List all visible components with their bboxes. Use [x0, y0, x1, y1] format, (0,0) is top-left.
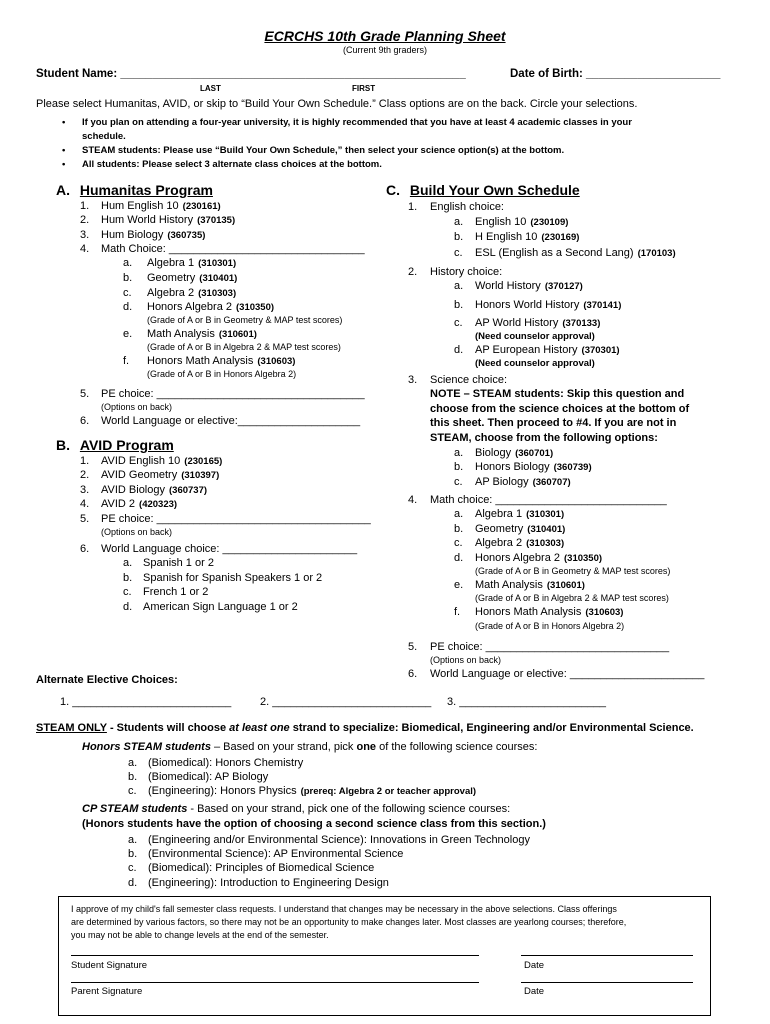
honors-steam-marker: a. — [128, 757, 138, 769]
byo-english-option-text: English 10 — [475, 216, 527, 228]
humanitas-item[interactable] — [101, 229, 205, 241]
byo-history-option[interactable] — [475, 280, 583, 292]
humanitas-math-note: (Grade of A or B in Algebra 2 & MAP test scores) — [147, 342, 341, 352]
byo-history-option-code: (370133) — [562, 318, 601, 329]
avid-language-option-marker: b. — [123, 572, 133, 584]
humanitas-math-option-marker: b. — [123, 272, 133, 284]
cp-steam-marker: a. — [128, 834, 138, 846]
humanitas-math-option[interactable] — [147, 328, 257, 340]
byo-math-option-marker: c. — [454, 537, 463, 549]
date-of-birth-field[interactable]: Date of Birth: _____________________ — [510, 68, 721, 80]
bullet-alternates: All students: Please select 3 alternate class choices at the bottom. — [82, 159, 382, 170]
humanitas-item-text: Math Choice: ________________________________ — [101, 243, 365, 255]
avid-pe-note: (Options on back) — [101, 527, 173, 537]
byo-history-option-code: (370141) — [583, 300, 622, 311]
humanitas-pe-choice[interactable]: PE choice: __________________________________ — [101, 388, 365, 400]
avid-language-option[interactable] — [143, 601, 298, 613]
byo-wl-number: 6. — [408, 668, 418, 680]
bullet-steam: STEAM students: Please use “Build Your Own Schedule,” then select your science option(s) at the bottom. — [82, 145, 565, 156]
byo-english-option-text: H English 10 — [475, 231, 538, 243]
byo-science-note: NOTE – STEAM students: Skip this question and — [430, 388, 685, 400]
humanitas-item-marker: 1. — [80, 200, 90, 212]
alternate-choice-1[interactable]: 1. __________________________ — [60, 696, 232, 708]
humanitas-item-code: (230161) — [182, 201, 221, 212]
byo-math-option-text: Honors Algebra 2 — [475, 552, 560, 564]
student-date-label: Date — [524, 960, 545, 971]
byo-english-option-marker: b. — [454, 231, 464, 243]
humanitas-math-option-text: Algebra 2 — [147, 287, 195, 299]
byo-science-option-text: Honors Biology — [475, 461, 550, 473]
byo-history-option-marker: b. — [454, 299, 464, 311]
parent-signature-label: Parent Signature — [71, 986, 143, 997]
parent-date-line[interactable] — [521, 982, 693, 983]
avid-item-code: (420323) — [139, 499, 178, 510]
cp-steam-option[interactable]: (Engineering and/or Environmental Science): Innovations in Green Technology — [148, 834, 530, 846]
byo-history-option[interactable] — [475, 299, 621, 311]
byo-history-option-code: (370127) — [544, 281, 583, 292]
byo-science-note: STEAM, choose from the following options: — [430, 432, 658, 444]
humanitas-math-option-text: Math Analysis — [147, 328, 215, 340]
byo-math-option-code: (310603) — [585, 607, 624, 618]
section-c-heading — [386, 182, 580, 198]
avid-language-option[interactable] — [143, 586, 208, 598]
intro-text: Please select Humanitas, AVID, or skip to “Build Your Own Schedule.” Class options are on the back. Circle your selections. — [36, 98, 638, 110]
honors-steam-text-a: – Based on your strand, pick — [210, 741, 357, 753]
avid-item-marker: 1. — [80, 455, 90, 467]
honors-steam-option[interactable] — [148, 771, 268, 783]
avid-language-option-marker: c. — [123, 586, 132, 598]
avid-item-text: AVID Geometry — [101, 469, 178, 481]
honors-steam-marker: b. — [128, 771, 138, 783]
byo-math-option-text: Honors Math Analysis — [475, 606, 582, 618]
byo-science-option-marker: b. — [454, 461, 464, 473]
avid-item-marker: 2. — [80, 469, 90, 481]
byo-math-option-text: Math Analysis — [475, 579, 543, 591]
cp-steam-text: - Based on your strand, pick one of the following science courses: — [187, 803, 511, 815]
humanitas-math-option-code: (310401) — [199, 273, 238, 284]
humanitas-math-option[interactable] — [147, 301, 274, 313]
student-signature-line[interactable] — [71, 955, 479, 956]
byo-math-option[interactable] — [475, 579, 585, 591]
byo-math-option-text: Algebra 1 — [475, 508, 523, 520]
byo-math-option-marker: b. — [454, 523, 464, 535]
humanitas-item-marker: 4. — [80, 243, 90, 255]
byo-science-option-code: (360707) — [532, 477, 571, 488]
honors-steam-heading — [82, 741, 537, 753]
byo-world-language[interactable]: World Language or elective: ______________________ — [430, 668, 705, 680]
honors-steam-text-b: of the following science courses: — [376, 741, 538, 753]
cp-steam-marker: d. — [128, 877, 138, 889]
bullet-academic: If you plan on attending a four-year university, it is highly recommended that you have at least 4 academic classes in your — [82, 117, 632, 128]
avid-language-option-text: Spanish for Spanish Speakers 1 or 2 — [143, 572, 323, 584]
student-name-field[interactable]: Student Name: ______________________________________________________ — [36, 68, 466, 80]
alternate-choice-2[interactable]: 2. __________________________ — [260, 696, 432, 708]
cp-steam-option[interactable]: (Biomedical): Principles of Biomedical Science — [148, 862, 375, 874]
byo-math-option-code: (310350) — [564, 553, 603, 564]
bullet-icon: • — [62, 145, 66, 156]
byo-math-option-code: (310401) — [527, 524, 566, 535]
humanitas-math-option-code: (310601) — [218, 329, 257, 340]
approval-line-1: I approve of my child's fall semester class requests. I understand that changes may be necessary in the above selections. Class offerings — [71, 904, 617, 914]
last-name-label: LAST — [200, 84, 221, 93]
humanitas-math-option-marker: c. — [123, 287, 132, 299]
byo-science-option[interactable] — [475, 461, 592, 473]
humanitas-pe-number: 5. — [80, 388, 90, 400]
humanitas-math-option-marker: a. — [123, 257, 133, 269]
avid-language-option-marker: a. — [123, 557, 133, 569]
byo-science-number: 3. — [408, 374, 418, 386]
byo-math-note: (Grade of A or B in Geometry & MAP test scores) — [475, 566, 671, 576]
section-b-letter: B. — [56, 437, 70, 453]
humanitas-item-text: Hum Biology — [101, 229, 164, 241]
cp-steam-marker: c. — [128, 862, 137, 874]
byo-science-note: choose from the science choices at the bottom of — [430, 403, 690, 415]
avid-language-option-marker: d. — [123, 601, 133, 613]
avid-wl-number: 6. — [80, 543, 90, 555]
avid-item-marker: 4. — [80, 498, 90, 510]
byo-math-option-marker: f. — [454, 606, 461, 618]
honors-steam-marker: c. — [128, 785, 137, 797]
humanitas-math-option-marker: d. — [123, 301, 133, 313]
avid-language-option-text: American Sign Language 1 or 2 — [143, 601, 298, 613]
byo-english-option-code: (230109) — [530, 217, 569, 228]
byo-history-label: History choice: — [430, 266, 503, 278]
humanitas-math-option-marker: f. — [123, 355, 130, 367]
student-signature-label: Student Signature — [71, 960, 148, 971]
steam-intro-a: - Students will choose — [106, 722, 230, 734]
parent-date-label: Date — [524, 986, 545, 997]
avid-item-code: (360737) — [169, 485, 208, 496]
byo-history-option[interactable] — [475, 344, 620, 356]
byo-science-option-code: (360739) — [553, 462, 592, 473]
byo-history-option-marker: a. — [454, 280, 464, 292]
honors-steam-option-text: (Biomedical): Honors Chemistry — [148, 757, 304, 769]
avid-item-text: PE choice: ___________________________________ — [101, 513, 371, 525]
section-b-heading — [56, 437, 174, 453]
avid-item[interactable] — [101, 498, 177, 510]
humanitas-item[interactable] — [101, 200, 221, 212]
cp-steam-heading — [82, 803, 510, 815]
honors-steam-option-text: (Engineering): Honors Physics — [148, 785, 297, 797]
honors-steam-prereq: (prereq: Algebra 2 or teacher approval) — [300, 786, 477, 797]
bullet-icon: • — [62, 159, 66, 170]
humanitas-math-option-code: (310350) — [236, 302, 275, 313]
byo-science-label: Science choice: — [430, 374, 508, 386]
section-a-title: Humanitas Program — [79, 182, 213, 198]
humanitas-item-code: (360735) — [167, 230, 206, 241]
first-name-label: FIRST — [352, 84, 376, 93]
avid-item[interactable] — [101, 484, 207, 496]
section-b-title: AVID Program — [79, 437, 174, 453]
humanitas-item-marker: 2. — [80, 214, 90, 226]
honors-steam-option-text: (Biomedical): AP Biology — [148, 771, 269, 783]
humanitas-math-note: (Grade of A or B in Geometry & MAP test scores) — [147, 315, 343, 325]
avid-language-option-text: Spanish 1 or 2 — [143, 557, 214, 569]
steam-intro-emphasis: at least one — [229, 722, 290, 734]
byo-math-option[interactable] — [475, 606, 623, 618]
humanitas-wl-number: 6. — [80, 415, 90, 427]
humanitas-math-option-marker: e. — [123, 328, 133, 340]
page-subtitle: (Current 9th graders) — [342, 45, 428, 55]
byo-english-option[interactable] — [475, 231, 579, 243]
byo-math-number: 4. — [408, 494, 418, 506]
byo-english-option[interactable] — [475, 216, 568, 228]
byo-history-note: (Need counselor approval) — [475, 331, 595, 342]
byo-english-label: English choice: — [430, 201, 504, 213]
humanitas-pe-note: (Options on back) — [101, 402, 173, 412]
avid-language-option[interactable] — [143, 557, 214, 569]
honors-steam-option[interactable] — [148, 785, 476, 797]
avid-item[interactable] — [101, 469, 219, 481]
byo-science-option[interactable] — [475, 447, 553, 459]
byo-history-option-text: Honors World History — [475, 299, 580, 311]
byo-math-option-text: Geometry — [475, 523, 524, 535]
humanitas-math-option-text: Honors Math Analysis — [147, 355, 254, 367]
byo-english-option-text: ESL (English as a Second Lang) — [475, 247, 634, 259]
humanitas-item[interactable] — [101, 214, 235, 226]
honors-steam-option[interactable] — [148, 757, 303, 769]
avid-item-text: AVID Biology — [101, 484, 165, 496]
byo-history-option[interactable] — [475, 317, 600, 329]
avid-item-code: (310397) — [181, 470, 220, 481]
byo-science-option-marker: c. — [454, 476, 463, 488]
byo-history-number: 2. — [408, 266, 418, 278]
byo-math-option-code: (310601) — [546, 580, 585, 591]
humanitas-item-marker: 3. — [80, 229, 90, 241]
byo-math-option[interactable] — [475, 523, 565, 535]
avid-item-code: (230165) — [184, 456, 223, 467]
humanitas-item-text: Hum World History — [101, 214, 194, 226]
byo-pe-note: (Options on back) — [430, 655, 502, 665]
humanitas-item[interactable] — [101, 243, 365, 255]
byo-math-option[interactable] — [475, 537, 564, 549]
byo-english-option-marker: c. — [454, 247, 463, 259]
avid-world-language[interactable]: World Language choice: ______________________ — [101, 543, 358, 555]
avid-item-text: AVID 2 — [101, 498, 136, 510]
byo-history-option-text: AP European History — [475, 344, 578, 356]
humanitas-math-option[interactable] — [147, 355, 295, 367]
humanitas-item-code: (370135) — [197, 215, 236, 226]
byo-math-option[interactable] — [475, 508, 564, 520]
humanitas-math-option-text: Honors Algebra 2 — [147, 301, 232, 313]
byo-science-option-code: (360701) — [515, 448, 554, 459]
honors-steam-one: one — [356, 741, 377, 753]
byo-history-option-marker: c. — [454, 317, 463, 329]
approval-line-3: you may not be able to change levels at the end of the semester. — [71, 930, 329, 940]
humanitas-math-option-text: Geometry — [147, 272, 196, 284]
avid-item[interactable] — [101, 513, 371, 525]
humanitas-math-option[interactable] — [147, 287, 236, 299]
avid-item-marker: 5. — [80, 513, 90, 525]
byo-math-option-text: Algebra 2 — [475, 537, 523, 549]
byo-english-option-code: (170103) — [637, 248, 676, 259]
bullet-icon: • — [62, 117, 66, 128]
cp-steam-marker: b. — [128, 848, 138, 860]
humanitas-math-option-text: Algebra 1 — [147, 257, 195, 269]
byo-math-option-marker: d. — [454, 552, 464, 564]
approval-line-2: are determined by various factors, so there may not be an opportunity to make changes later. Most classes are yearlong courses; therefore, — [71, 917, 627, 927]
humanitas-math-option-code: (310603) — [257, 356, 296, 367]
humanitas-world-language[interactable]: World Language or elective:____________________ — [101, 415, 361, 427]
byo-english-number: 1. — [408, 201, 418, 213]
humanitas-math-option-code: (310301) — [198, 258, 237, 269]
byo-pe-choice[interactable]: PE choice: ______________________________ — [430, 641, 670, 653]
byo-science-option-marker: a. — [454, 447, 464, 459]
byo-math-note: (Grade of A or B in Algebra 2 & MAP test scores) — [475, 593, 669, 603]
avid-item-text: AVID English 10 — [101, 455, 181, 467]
byo-history-note: (Need counselor approval) — [475, 358, 595, 369]
bullet-academic-cont: schedule. — [82, 131, 126, 142]
byo-math-option-marker: a. — [454, 508, 464, 520]
parent-signature-line[interactable] — [71, 982, 479, 983]
humanitas-math-option-code: (310303) — [198, 288, 237, 299]
section-a-letter: A. — [56, 182, 70, 198]
humanitas-math-option[interactable] — [147, 272, 237, 284]
steam-intro — [36, 722, 694, 734]
byo-history-option-marker: d. — [454, 344, 464, 356]
byo-science-option[interactable] — [475, 476, 571, 488]
cp-steam-option[interactable]: (Engineering): Introduction to Engineering Design — [148, 877, 389, 889]
humanitas-math-note: (Grade of A or B in Honors Algebra 2) — [147, 369, 297, 379]
byo-history-option-text: World History — [475, 280, 541, 292]
byo-math-choice[interactable]: Math choice: ____________________________ — [430, 494, 667, 506]
byo-pe-number: 5. — [408, 641, 418, 653]
avid-item-marker: 3. — [80, 484, 90, 496]
steam-only-label: STEAM ONLY — [36, 722, 107, 734]
parent-approval-box — [58, 896, 711, 1016]
byo-math-option-code: (310303) — [526, 538, 565, 549]
cp-steam-title: CP STEAM students — [82, 803, 188, 815]
byo-english-option-marker: a. — [454, 216, 464, 228]
humanitas-math-option[interactable] — [147, 257, 236, 269]
avid-language-option[interactable] — [143, 572, 322, 584]
alternate-label: Alternate Elective Choices: — [36, 674, 178, 686]
byo-math-option-code: (310301) — [526, 509, 565, 520]
cp-steam-option[interactable]: (Environmental Science): AP Environmental Science — [148, 848, 404, 860]
section-c-letter: C. — [386, 182, 400, 198]
byo-history-option-text: AP World History — [475, 317, 559, 329]
cp-steam-note: (Honors students have the option of choosing a second science class from this section.) — [82, 818, 546, 830]
humanitas-item-text: Hum English 10 — [101, 200, 179, 212]
byo-math-option-marker: e. — [454, 579, 464, 591]
byo-history-option-code: (370301) — [581, 345, 620, 356]
section-c-title: Build Your Own Schedule — [409, 182, 580, 198]
byo-english-option-code: (230169) — [541, 232, 580, 243]
avid-item[interactable] — [101, 455, 222, 467]
steam-intro-c: strand to specialize: Biomedical, Engineering and/or Environmental Science. — [289, 722, 694, 734]
byo-math-option[interactable] — [475, 552, 602, 564]
byo-math-note: (Grade of A or B in Honors Algebra 2) — [475, 621, 625, 631]
byo-english-option[interactable] — [475, 247, 676, 259]
page-title: ECRCHS 10th Grade Planning Sheet — [264, 28, 506, 44]
honors-steam-title: Honors STEAM students — [82, 741, 211, 753]
byo-science-option-text: Biology — [475, 447, 512, 459]
byo-science-note: this sheet. Then proceed to #4. If you are not in — [430, 417, 677, 429]
section-a-heading — [56, 182, 213, 198]
student-date-line[interactable] — [521, 955, 693, 956]
byo-science-option-text: AP Biology — [475, 476, 529, 488]
alternate-choice-3[interactable]: 3. ________________________ — [447, 696, 607, 708]
avid-language-option-text: French 1 or 2 — [143, 586, 209, 598]
